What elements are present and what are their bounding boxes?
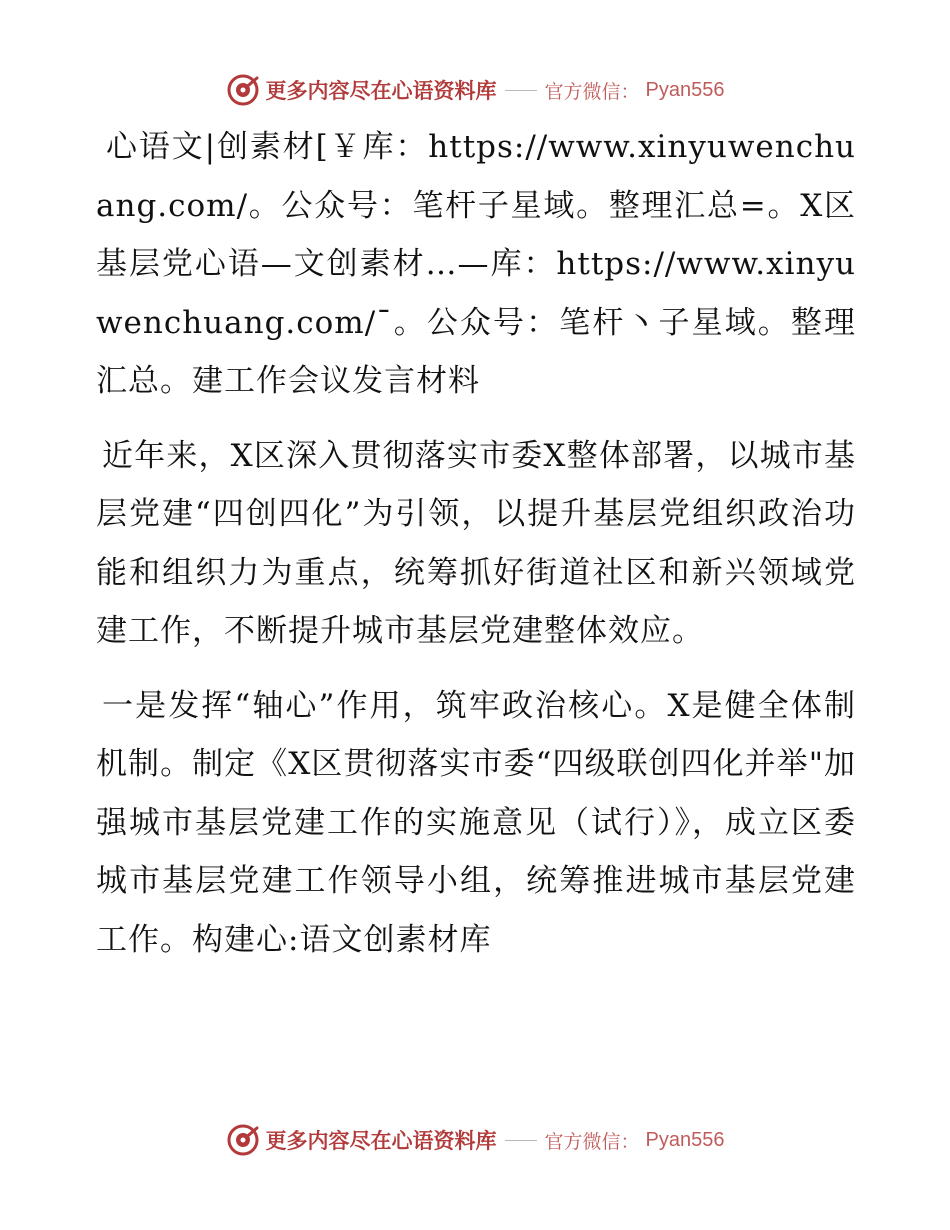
header-official-label: 官方微信： (544, 80, 640, 103)
header-wechat-id: Pyan556 (645, 78, 725, 101)
paragraph-intro: 心语文|创素材[￥库：https://www.xinyuwenchuang.com/。公众号：笔杆子星域。整理汇总=。X区基层党心语—文创素材…—库：https://www.xinyuwenchuang.com/¯。公众号：笔杆丶子星域。整理汇总。建工作会议发言材料 (96, 129, 856, 399)
header-banner (0, 70, 950, 110)
pen-logo-icon (226, 73, 260, 107)
document-body (96, 118, 856, 985)
footer-official-label: 官方微信： (544, 1130, 640, 1153)
paragraph-overview: 近年来，X区深入贯彻落实市委X整体部署，以城市基层党建“四创四化”为引领，以提升基层党组织政治功能和组织力为重点，统筹抓好街道社区和新兴领域党建工作，不断提升城市基层党建整体效应。 (96, 437, 856, 649)
pen-logo-icon (226, 1123, 260, 1157)
footer-brand-text: 更多内容尽在心语资料库 (265, 1128, 497, 1153)
footer-banner (0, 1120, 950, 1160)
header-brand-text: 更多内容尽在心语资料库 (265, 78, 497, 103)
header-divider (505, 90, 537, 91)
paragraph-point-one: 一是发挥“轴心”作用，筑牢政治核心。X是健全体制机制。制定《X区贯彻落实市委“四级联创四化并举"加强城市基层党建工作的实施意见（试行）》，成立区委城市基层党建工作领导小组，统筹推进城市基层党建工作。构建心:语文创素材库 (96, 687, 856, 958)
footer-divider (505, 1140, 537, 1141)
footer-wechat-id: Pyan556 (645, 1128, 725, 1151)
